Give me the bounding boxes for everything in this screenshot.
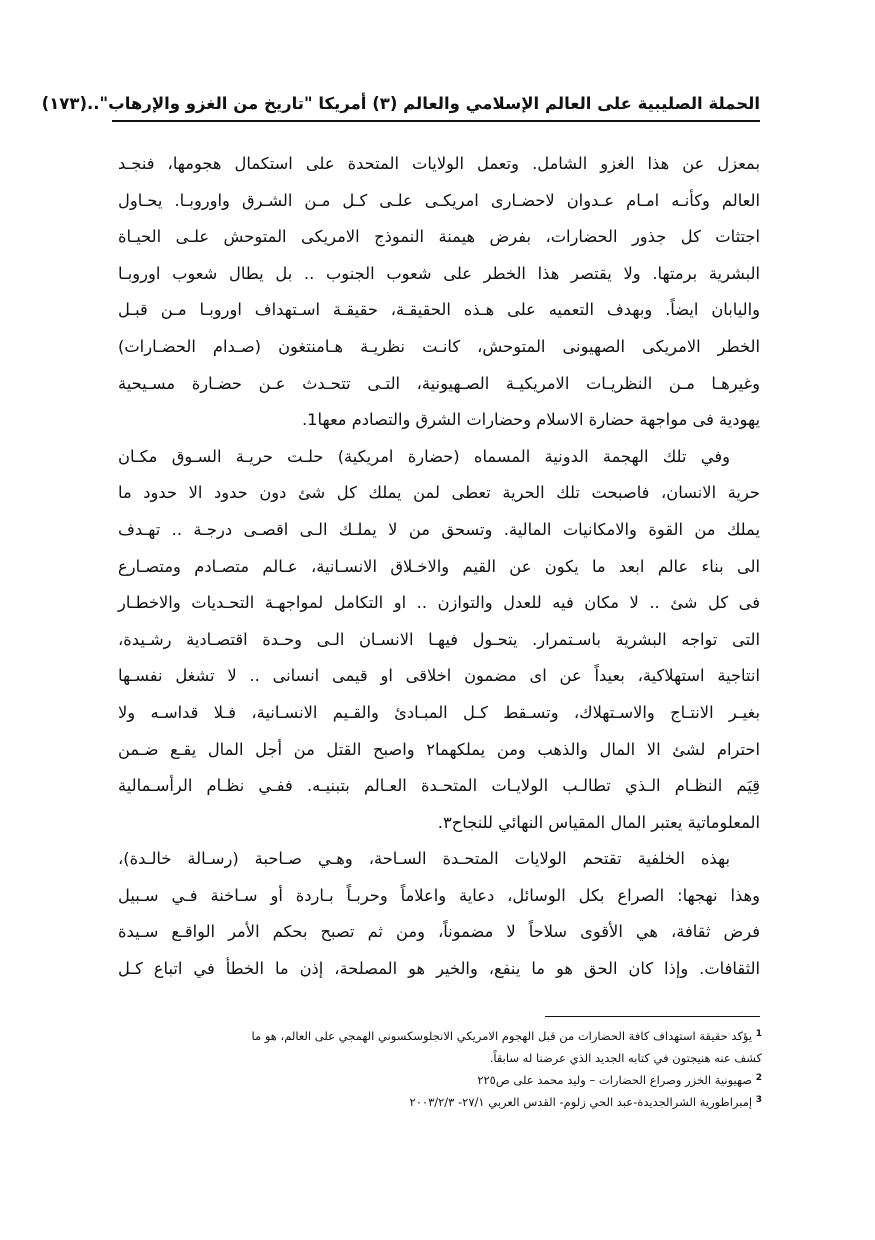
footnote-separator [545,1016,760,1017]
text-line: فرض ثقافة، هي الأقوى سلاحاً لا مضموناً، ومن ثم تصبح بحكم الأمر الواقـع سـيدة [118,922,760,942]
text-line: بمعزل عن هذا الغزو الشامل. وتعمل الولايات المتحدة على استكمال هجومها، فنجـد [118,154,760,173]
footnote-text: يؤكد حقيقة استهداف كافة الحضارات من قبل الهجوم الامريكي الانجلوسكسوني الهمجي على العالم، هو ما [251,1029,753,1043]
body-text [118,146,760,988]
page-number: (١٧٣) [41,93,87,113]
text-line: التى تواجه البشرية باسـتمرار. يتحـول فيهـا الانسـان الـى وحـدة اقتصـادية رشـيدة، [118,629,760,649]
footnote-text: إمبراطورية الشرالجديدة-عبد الحي زلوم- القدس العربي ٢٧/١- ٢٠٠٣/٢/٣ [409,1095,753,1109]
text-line: المعلوماتية يعتبر المال المقياس النهائي للنجاح٣. [437,812,760,832]
text-line: وهذا نهجها: الصراع بكل الوسائل، دعاية واعلاماً وحربـاً بـاردة أو سـاخنة فـي سـبيل [118,885,760,905]
footnote-number: 1 [755,1029,762,1039]
footnotes [100,1025,762,1113]
text-line: بهذه الخلفية تقتحم الولايات المتحـدة السـاحة، وهـي صـاحبة (رسـالة خالـدة)، [118,849,730,869]
footnote-number: 3 [755,1095,762,1105]
footnote-text: كشف عنه هنيجتون في كتابه الجديد الذي عرضنا له سابقاً. [489,1051,762,1065]
text-line: البشرية برمتها. ولا يقتصر هذا الخطر على شعوب الجنوب .. بل يطال شعوب اوروبـا [118,263,760,283]
footnote-2 [100,1069,762,1091]
text-line: الى بناء عالم ابعد ما يكون عن القيم والاخـلاق الانسـانية، عـالم متصـادم ومتصـارع [118,556,760,576]
footnote-text: صهيونية الخزر وصراع الحضارات – وليد محمد على ص٢٢٥ [477,1073,753,1087]
text-line: فى كل شئ .. لا مكان فيه للعدل والتوازن .. او التكامل لمواجهـة التحـديات والاخطـار [118,593,760,613]
text-line: اجتثات كل جذور الحضارات، بفرض هيمنة النموذج الامريكى المتوحش علـى الحيـاة [118,227,760,247]
text-line: يهودية فى مواجهة حضارة الاسلام وحضارات الشرق والتصادم معها1. [301,410,760,430]
running-header [41,88,760,122]
text-line: واليابان ايضاً. وبهدف التعميه على هـذه الحقيقـة، حقيقـة اسـتهداف اوروبـا مـن قبـل [118,300,760,320]
text-line: الخطر الامريكى الصهيونى المتوحش، كانـت نظريـة هـامنتغون (صـدام الحضـارات) [118,336,760,356]
text-line: وفي تلك الهجمة الدونية المسماه (حضارة امريكية) حلـت حريـة السـوق مكـان [118,446,730,466]
text-line: انتاجية استهلاكية، بعيداً عن اى مضمون اخلاقى او قيمى انسانى .. لا تشغل نفسـها [118,666,760,686]
text-line: بغيـر الانتـاج والاسـتهلاك، وتسـقط كـل المبـادئ والقـيم الانسـانية، فـلا قداسـه ولا [118,702,760,722]
text-line: يملك من القوة والامكانيات المالية. وتسحق من لا يملـك الـى اقصـى درجـة .. تهـدف [118,519,760,539]
footnote-number: 2 [755,1073,762,1083]
text-line: وغيرهـا مـن النظريـات الامريكيـة الصـهيونية، التـى تتحـدث عـن حضـارة مسـيحية [118,373,760,393]
text-line: العالم وكأنـه امـام عـدوان لاحضـارى امريكـى علـى كـل مـن الشـرق واوروبـا. يحـاول [118,190,760,210]
footnote-1 [100,1025,762,1069]
text-line: الثقافات. وإذا كان الحق هو ما ينفع، والخير هو المصلحة، إذن ما الخطأ في اتباع كـل [118,959,760,979]
text-line: حرية الانسان، فاصبحت تلك الحرية تعطى لمن يملك كل شئ دون حدود الا حدود ما [118,483,760,503]
footnote-3 [100,1091,762,1113]
text-line: احترام لشئ الا المال والذهب ومن يملكهما٢ واصبح القتل من أجل المال يقـع ضـمن [118,739,760,759]
header-title: الحملة الصليبية على العالم الإسلامي والعالم (٣) أمريكا "تاريخ من الغزو والإرهاب".. [86,93,760,113]
text-line: قِيَم النظـام الـذي تطالـب الولايـات المتحـدة العـالم بتبنيـه. ففـي نظـام الرأسـمالية [118,776,760,796]
